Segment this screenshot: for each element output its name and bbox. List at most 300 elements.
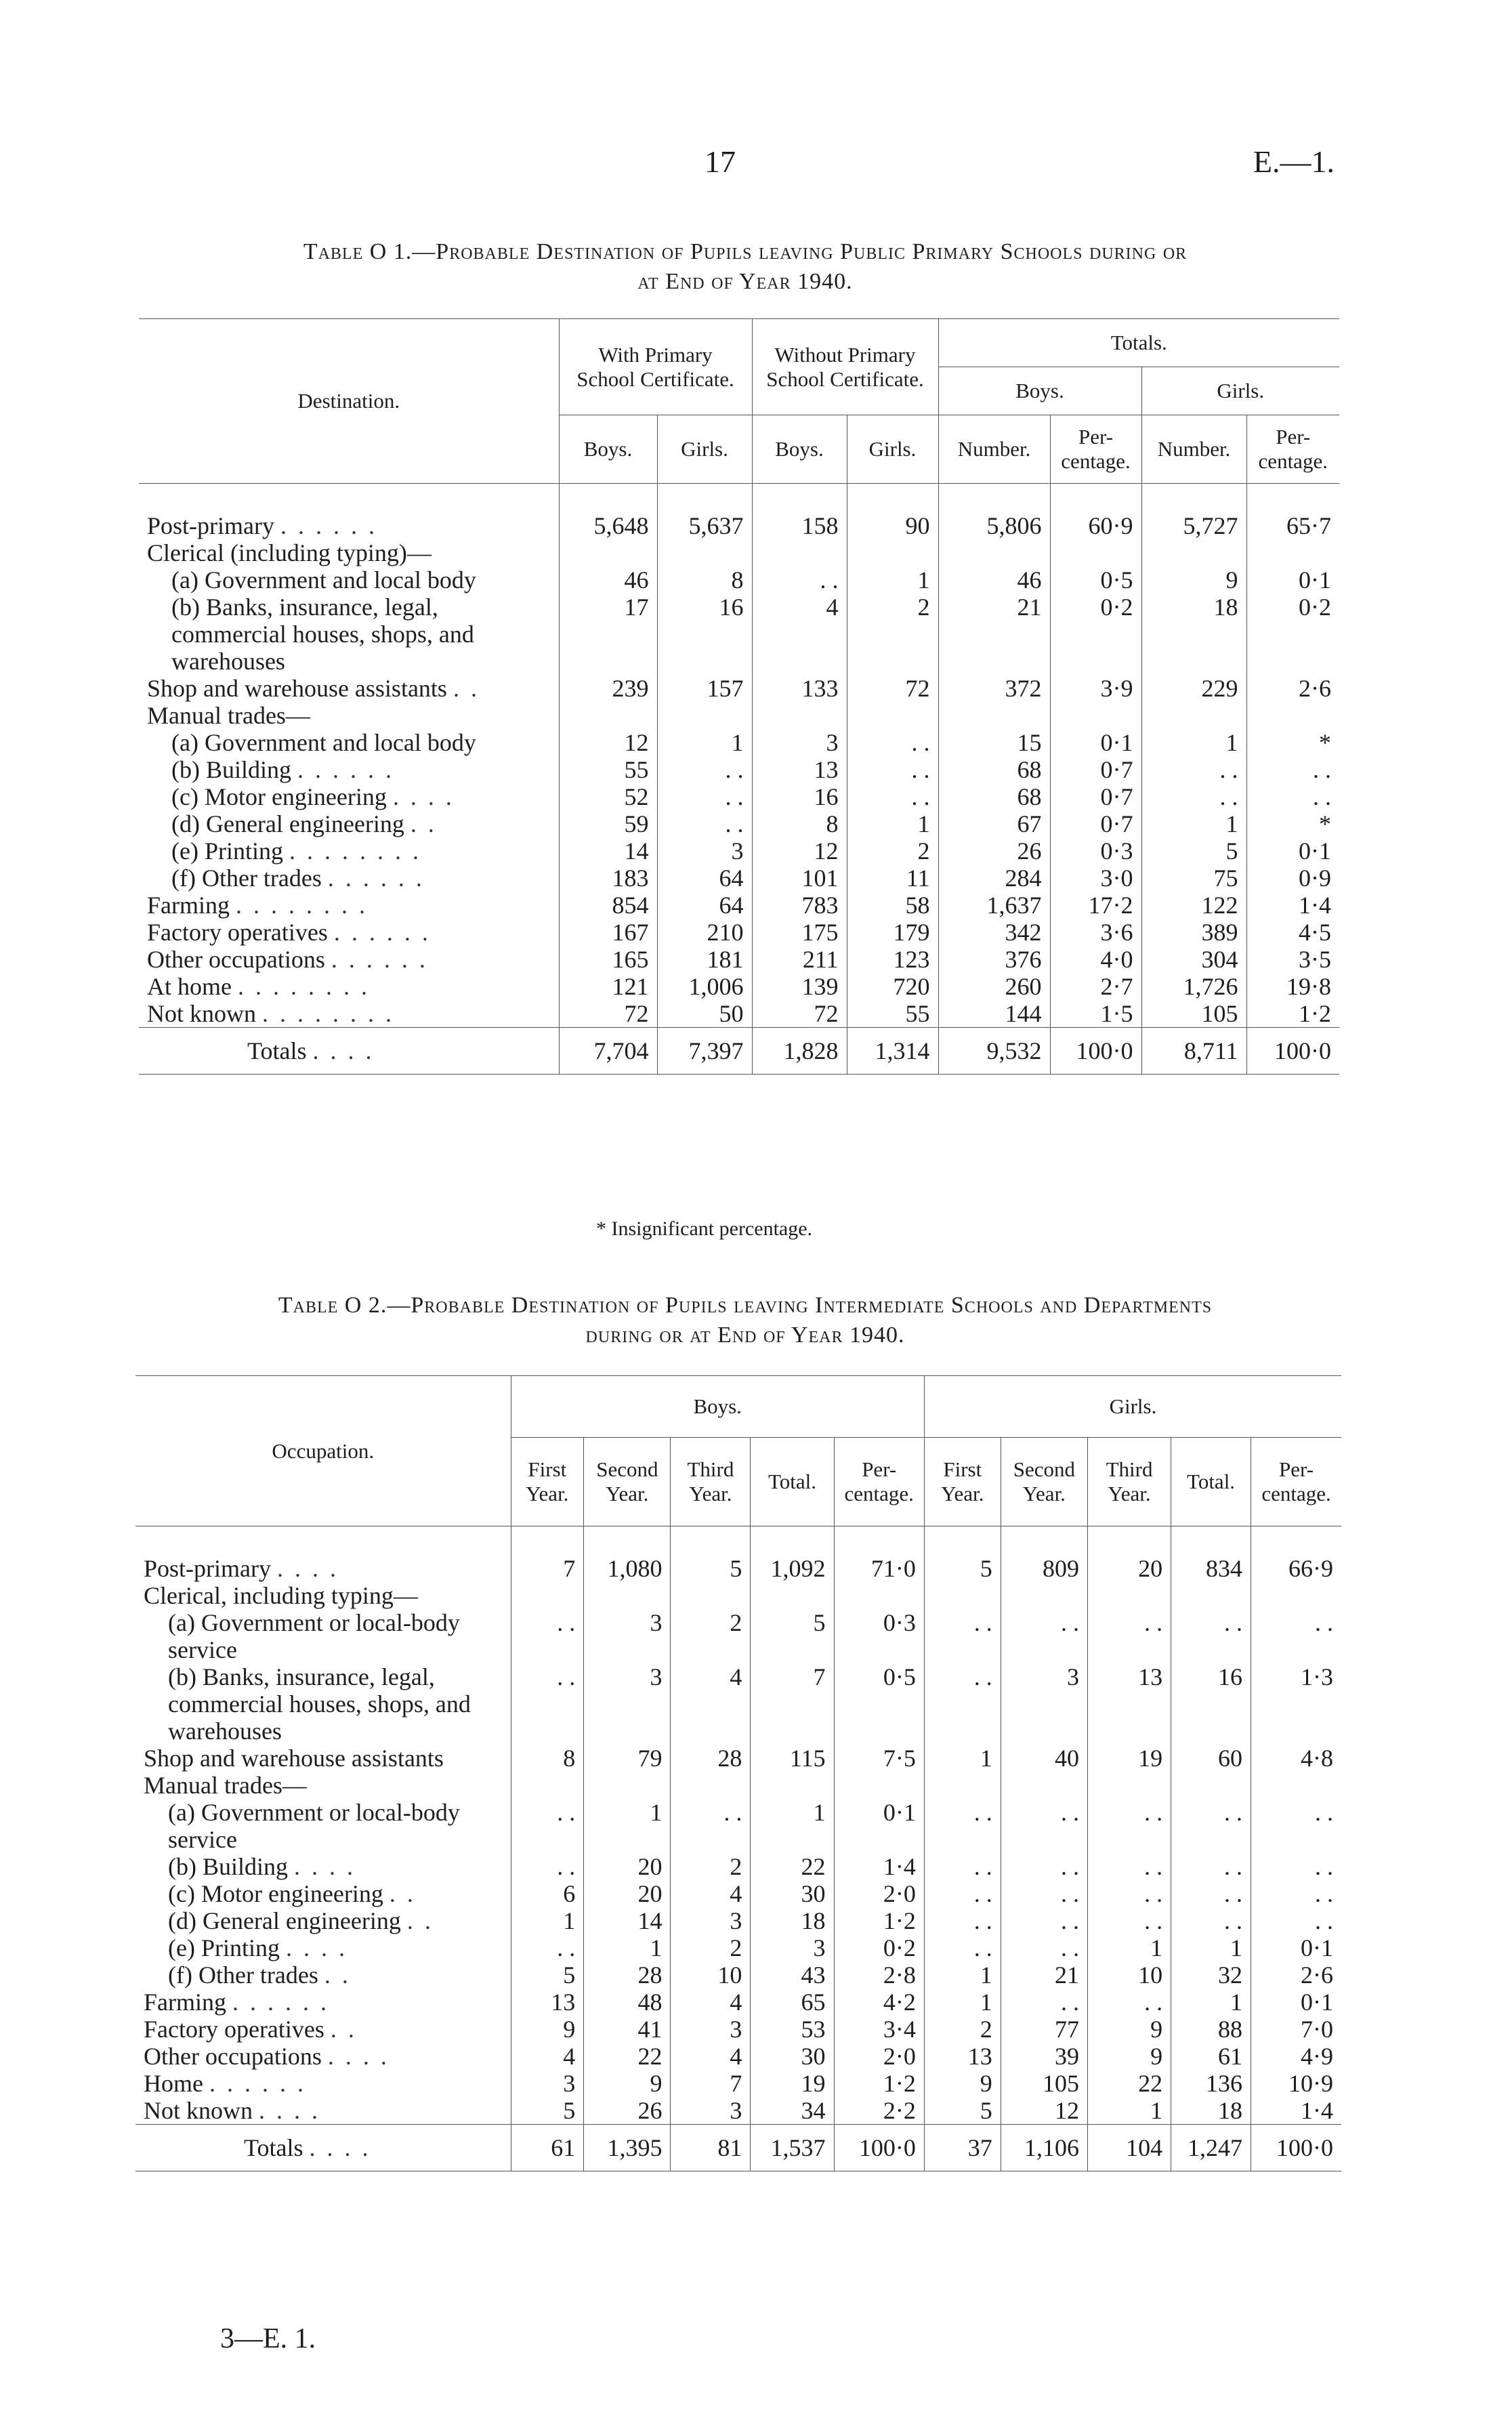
leader-dots: . . bbox=[324, 1961, 351, 1989]
cell-ob: 1,828 bbox=[752, 1028, 847, 1075]
row-label: Totals bbox=[247, 1037, 307, 1064]
row-label: Post-primary bbox=[144, 1555, 271, 1582]
cell-bp: 3·4 bbox=[834, 2016, 924, 2043]
cell-gn: 1,726 bbox=[1141, 973, 1246, 1000]
row-label: Other occupations bbox=[147, 946, 325, 973]
cell-gp bbox=[1251, 1582, 1341, 1609]
cell-g1: . . bbox=[924, 1609, 1001, 1663]
cell-gt: 16 bbox=[1171, 1663, 1251, 1745]
cell-wg: 157 bbox=[657, 675, 752, 702]
table-row bbox=[139, 702, 1339, 729]
row-label-cell bbox=[139, 594, 559, 675]
cell-g3: . . bbox=[1087, 1799, 1171, 1853]
cell-b1: 3 bbox=[511, 2070, 584, 2097]
table1-totals-boys-header: Boys. bbox=[938, 367, 1141, 415]
table2-occupation-header: Occupation. bbox=[135, 1376, 511, 1526]
table-row bbox=[135, 1989, 1341, 2016]
cell-bt: 30 bbox=[751, 1880, 834, 1907]
row-label-cell bbox=[135, 1799, 511, 1853]
cell-gn bbox=[1141, 702, 1246, 729]
row-label: Shop and warehouse assistants bbox=[144, 1745, 444, 1772]
leader-dots: . . bbox=[389, 1880, 416, 1907]
cell-bp: 0·5 bbox=[1050, 566, 1141, 594]
cell-g3: 9 bbox=[1087, 2043, 1171, 2070]
cell-bn: 15 bbox=[938, 729, 1050, 756]
leader-dots: . . . . bbox=[259, 2097, 320, 2124]
leader-dots: . . bbox=[453, 675, 480, 702]
cell-wb bbox=[559, 539, 657, 566]
leader-dots: . . . . bbox=[294, 1853, 356, 1880]
cell-wb: 183 bbox=[559, 865, 657, 892]
row-label: (a) Government and local body bbox=[171, 729, 476, 756]
cell-gp: . . bbox=[1251, 1853, 1341, 1880]
cell-ob: 12 bbox=[752, 837, 847, 865]
cell-b2: 1,080 bbox=[584, 1526, 671, 1583]
row-label: Clerical (including typing)— bbox=[147, 539, 432, 566]
table1-without-girls-header: Girls. bbox=[847, 415, 938, 484]
row-label: Home bbox=[144, 2070, 203, 2097]
row-label-cell bbox=[139, 1028, 559, 1075]
cell-bt: 30 bbox=[751, 2043, 834, 2070]
cell-wb: 121 bbox=[559, 973, 657, 1000]
table-row bbox=[139, 484, 1339, 540]
table-row bbox=[135, 1526, 1341, 1583]
cell-bp: 0·1 bbox=[834, 1799, 924, 1853]
cell-gp: 0·1 bbox=[1251, 1934, 1341, 1961]
row-label-cell bbox=[135, 1526, 511, 1583]
cell-gt: 60 bbox=[1171, 1745, 1251, 1772]
row-label: (a) Government or local-body service bbox=[168, 1799, 460, 1853]
cell-bp: 1·2 bbox=[834, 1907, 924, 1934]
cell-wg: 16 bbox=[657, 594, 752, 675]
cell-bn: 26 bbox=[938, 837, 1050, 865]
table1-with-girls-header: Girls. bbox=[657, 415, 752, 484]
cell-b3: . . bbox=[671, 1799, 751, 1853]
table2-boys-first-year-header: First Year. bbox=[511, 1438, 584, 1526]
cell-wg: 210 bbox=[657, 919, 752, 946]
cell-wg: 8 bbox=[657, 566, 752, 594]
cell-bt: 43 bbox=[751, 1961, 834, 1989]
table1-without-cert-header: Without Primary School Certificate. bbox=[752, 319, 938, 415]
cell-g1: 1 bbox=[924, 1989, 1001, 2016]
cell-wb: 46 bbox=[559, 566, 657, 594]
row-label: Not known bbox=[147, 1000, 256, 1027]
cell-g2: . . bbox=[1001, 1880, 1087, 1907]
leader-dots: . . bbox=[410, 810, 437, 837]
table-row bbox=[135, 1609, 1341, 1663]
cell-bp: 100·0 bbox=[834, 2125, 924, 2171]
cell-b2 bbox=[584, 1772, 671, 1799]
leader-dots: . . . . . . . . bbox=[289, 837, 421, 865]
row-label-cell bbox=[139, 783, 559, 810]
cell-wg: 1,006 bbox=[657, 973, 752, 1000]
cell-bn: 372 bbox=[938, 675, 1050, 702]
cell-b1: 5 bbox=[511, 1961, 584, 1989]
cell-bt: 1 bbox=[751, 1799, 834, 1853]
cell-wb: 52 bbox=[559, 783, 657, 810]
table2-girls-first-year-header: First Year. bbox=[924, 1438, 1001, 1526]
cell-bt: 1,537 bbox=[751, 2125, 834, 2171]
table1-destination-header: Destination. bbox=[139, 319, 559, 484]
cell-b1: . . bbox=[511, 1934, 584, 1961]
cell-bp: 0·7 bbox=[1050, 756, 1141, 783]
cell-gt: . . bbox=[1171, 1907, 1251, 1934]
cell-gt: 136 bbox=[1171, 2070, 1251, 2097]
cell-g1: 1 bbox=[924, 1961, 1001, 1989]
cell-wg: 64 bbox=[657, 892, 752, 919]
cell-g3: . . bbox=[1087, 1880, 1171, 1907]
row-label: Shop and warehouse assistants bbox=[147, 675, 447, 702]
table1-with-boys-header: Boys. bbox=[559, 415, 657, 484]
cell-b2: 9 bbox=[584, 2070, 671, 2097]
table2-girls-header: Girls. bbox=[924, 1376, 1341, 1438]
cell-gp: . . bbox=[1251, 1880, 1341, 1907]
table-row bbox=[135, 2043, 1341, 2070]
row-label: (e) Printing bbox=[168, 1934, 280, 1961]
table2 bbox=[135, 1375, 1341, 2171]
table2-girls-second-year-header: Second Year. bbox=[1001, 1438, 1087, 1526]
cell-bn: 68 bbox=[938, 756, 1050, 783]
cell-b1: 13 bbox=[511, 1989, 584, 2016]
table1-caption-line1: Table O 1.—Probable Destination of Pupils leaving Public Primary Schools during or bbox=[303, 239, 1188, 264]
cell-gp: . . bbox=[1251, 1799, 1341, 1853]
cell-g1: 9 bbox=[924, 2070, 1001, 2097]
cell-g3: 1 bbox=[1087, 2097, 1171, 2125]
cell-wb: 239 bbox=[559, 675, 657, 702]
cell-g2: 809 bbox=[1001, 1526, 1087, 1583]
cell-b1: 61 bbox=[511, 2125, 584, 2171]
cell-b1: . . bbox=[511, 1799, 584, 1853]
row-label: (f) Other trades bbox=[171, 865, 322, 892]
cell-b1: 8 bbox=[511, 1745, 584, 1772]
cell-bt: 7 bbox=[751, 1663, 834, 1745]
table-row bbox=[139, 675, 1339, 702]
cell-g2: 1,106 bbox=[1001, 2125, 1087, 2171]
cell-b1: . . bbox=[511, 1609, 584, 1663]
cell-g2: 40 bbox=[1001, 1745, 1087, 1772]
cell-gt: . . bbox=[1171, 1799, 1251, 1853]
leader-dots: . . . . . . bbox=[209, 2070, 306, 2097]
cell-gp: 2·6 bbox=[1246, 675, 1339, 702]
row-label-cell bbox=[139, 539, 559, 566]
cell-gn: 389 bbox=[1141, 919, 1246, 946]
cell-gn: 75 bbox=[1141, 865, 1246, 892]
table1-boys-percentage-header: Per-centage. bbox=[1050, 415, 1141, 484]
cell-b2: 79 bbox=[584, 1745, 671, 1772]
row-label-cell bbox=[135, 1772, 511, 1799]
cell-wb: 854 bbox=[559, 892, 657, 919]
cell-bt: 22 bbox=[751, 1853, 834, 1880]
cell-gn: 5 bbox=[1141, 837, 1246, 865]
row-label: (d) General engineering bbox=[168, 1907, 401, 1934]
cell-bp: 0·5 bbox=[834, 1663, 924, 1745]
cell-gp: 1·2 bbox=[1246, 1000, 1339, 1028]
row-label: Farming bbox=[147, 892, 230, 919]
cell-g3: . . bbox=[1087, 1853, 1171, 1880]
totals-row bbox=[139, 1028, 1339, 1075]
cell-bt: 34 bbox=[751, 2097, 834, 2125]
row-label-cell bbox=[135, 1663, 511, 1745]
cell-gp: 0·1 bbox=[1251, 1989, 1341, 2016]
row-label: Post-primary bbox=[147, 512, 274, 539]
cell-wb: 55 bbox=[559, 756, 657, 783]
row-label-cell bbox=[139, 756, 559, 783]
row-label: (b) Building bbox=[171, 756, 291, 783]
cell-bn: 46 bbox=[938, 566, 1050, 594]
cell-bn: 68 bbox=[938, 783, 1050, 810]
row-label-cell bbox=[135, 1880, 511, 1907]
cell-g3: 1 bbox=[1087, 1934, 1171, 1961]
cell-bt: 18 bbox=[751, 1907, 834, 1934]
cell-wg: 181 bbox=[657, 946, 752, 973]
cell-ob: 16 bbox=[752, 783, 847, 810]
cell-g1: . . bbox=[924, 1663, 1001, 1745]
cell-ob: 72 bbox=[752, 1000, 847, 1028]
cell-b3: 10 bbox=[671, 1961, 751, 1989]
row-label-cell bbox=[139, 566, 559, 594]
cell-b2: 20 bbox=[584, 1853, 671, 1880]
cell-ob: 101 bbox=[752, 865, 847, 892]
cell-bn: 67 bbox=[938, 810, 1050, 837]
cell-bp: 17·2 bbox=[1050, 892, 1141, 919]
cell-bp bbox=[1050, 702, 1141, 729]
cell-bp bbox=[1050, 539, 1141, 566]
row-label: Manual trades— bbox=[144, 1772, 307, 1799]
row-label-cell bbox=[139, 892, 559, 919]
cell-g1: . . bbox=[924, 1934, 1001, 1961]
row-label-cell bbox=[135, 2097, 511, 2125]
cell-bt: 19 bbox=[751, 2070, 834, 2097]
cell-bp: 1·2 bbox=[834, 2070, 924, 2097]
cell-wb: 17 bbox=[559, 594, 657, 675]
cell-g1: . . bbox=[924, 1880, 1001, 1907]
cell-gt: 1 bbox=[1171, 1934, 1251, 1961]
cell-wg: 5,637 bbox=[657, 484, 752, 540]
row-label: Factory operatives bbox=[144, 2016, 324, 2043]
cell-gp: * bbox=[1246, 810, 1339, 837]
cell-ob: 783 bbox=[752, 892, 847, 919]
cell-bp: 3·9 bbox=[1050, 675, 1141, 702]
cell-gp: 1·4 bbox=[1246, 892, 1339, 919]
table-row bbox=[139, 1000, 1339, 1028]
leader-dots: . . . . bbox=[285, 1934, 348, 1961]
cell-g2: 21 bbox=[1001, 1961, 1087, 1989]
cell-gt: 88 bbox=[1171, 2016, 1251, 2043]
cell-ob: 4 bbox=[752, 594, 847, 675]
table-row bbox=[139, 919, 1339, 946]
cell-gp: 10·9 bbox=[1251, 2070, 1341, 2097]
cell-g1: 13 bbox=[924, 2043, 1001, 2070]
table-row bbox=[139, 865, 1339, 892]
cell-wg: 50 bbox=[657, 1000, 752, 1028]
cell-g3: . . bbox=[1087, 1907, 1171, 1934]
cell-g3: 9 bbox=[1087, 2016, 1171, 2043]
cell-b3: 2 bbox=[671, 1934, 751, 1961]
table2-body bbox=[135, 1526, 1341, 2171]
row-label: Other occupations bbox=[144, 2043, 322, 2070]
table2-boys-second-year-header: Second Year. bbox=[584, 1438, 671, 1526]
table-row bbox=[139, 783, 1339, 810]
cell-b1 bbox=[511, 1772, 584, 1799]
cell-gn: 9 bbox=[1141, 566, 1246, 594]
leader-dots: . . . . . . bbox=[297, 756, 394, 783]
cell-b3: 4 bbox=[671, 1880, 751, 1907]
table2-caption-line1: Table O 2.—Probable Destination of Pupils leaving Intermediate Schools and Departments bbox=[278, 1293, 1213, 1318]
row-label: Not known bbox=[144, 2097, 253, 2124]
cell-g1: 2 bbox=[924, 2016, 1001, 2043]
cell-b1: 6 bbox=[511, 1880, 584, 1907]
cell-b2: 48 bbox=[584, 1989, 671, 2016]
row-label: Farming bbox=[144, 1989, 226, 2016]
cell-gp: 65·7 bbox=[1246, 484, 1339, 540]
leader-dots: . . . . . . bbox=[333, 919, 431, 946]
page-number: 17 bbox=[705, 144, 736, 179]
totals-row bbox=[135, 2125, 1341, 2171]
table-row bbox=[139, 810, 1339, 837]
cell-b1: 7 bbox=[511, 1526, 584, 1583]
cell-bp: 1·4 bbox=[834, 1853, 924, 1880]
cell-b3: 3 bbox=[671, 2016, 751, 2043]
row-label: (a) Government and local body bbox=[171, 566, 476, 594]
cell-b3: 81 bbox=[671, 2125, 751, 2171]
cell-og bbox=[847, 539, 938, 566]
cell-b1: . . bbox=[511, 1663, 584, 1745]
leader-dots: . . . . . . bbox=[280, 512, 377, 539]
table1-totals-header: Totals. bbox=[938, 319, 1339, 367]
table-row bbox=[135, 1799, 1341, 1853]
cell-og: 1 bbox=[847, 566, 938, 594]
cell-ob: 211 bbox=[752, 946, 847, 973]
cell-bt: 5 bbox=[751, 1609, 834, 1663]
cell-g3: 22 bbox=[1087, 2070, 1171, 2097]
cell-ob: 133 bbox=[752, 675, 847, 702]
row-label: (d) General engineering bbox=[171, 810, 404, 837]
cell-gp: 4·5 bbox=[1246, 919, 1339, 946]
cell-g1: 37 bbox=[924, 2125, 1001, 2171]
cell-bn: 260 bbox=[938, 973, 1050, 1000]
table2-girls-total-header: Total. bbox=[1171, 1438, 1251, 1526]
cell-bp bbox=[834, 1582, 924, 1609]
cell-wg: . . bbox=[657, 756, 752, 783]
row-label-cell bbox=[135, 1745, 511, 1772]
cell-gp: 0·2 bbox=[1246, 594, 1339, 675]
row-label-cell bbox=[139, 919, 559, 946]
cell-g2: 39 bbox=[1001, 2043, 1087, 2070]
table-row bbox=[139, 566, 1339, 594]
cell-gn: 5,727 bbox=[1141, 484, 1246, 540]
table1-with-cert-header: With Primary School Certificate. bbox=[559, 319, 752, 415]
cell-gp: 2·6 bbox=[1251, 1961, 1341, 1989]
cell-gn: 1 bbox=[1141, 729, 1246, 756]
table1-caption bbox=[135, 237, 1355, 297]
table2-caption bbox=[135, 1291, 1355, 1350]
row-label: (c) Motor engineering bbox=[171, 783, 387, 810]
cell-b3: 4 bbox=[671, 1663, 751, 1745]
cell-g1: . . bbox=[924, 1853, 1001, 1880]
table2-boys-third-year-header: Third Year. bbox=[671, 1438, 751, 1526]
cell-bp: 100·0 bbox=[1050, 1028, 1141, 1075]
cell-bt: 53 bbox=[751, 2016, 834, 2043]
cell-ob: 139 bbox=[752, 973, 847, 1000]
row-label-cell bbox=[135, 2125, 511, 2171]
cell-g2 bbox=[1001, 1772, 1087, 1799]
cell-b2: 1 bbox=[584, 1934, 671, 1961]
cell-b3: 3 bbox=[671, 1907, 751, 1934]
cell-gt: 61 bbox=[1171, 2043, 1251, 2070]
leader-dots: . . . . bbox=[309, 2134, 371, 2161]
cell-gt: 18 bbox=[1171, 2097, 1251, 2125]
table-row bbox=[139, 594, 1339, 675]
cell-bn: 342 bbox=[938, 919, 1050, 946]
cell-gn: 122 bbox=[1141, 892, 1246, 919]
table-row bbox=[139, 539, 1339, 566]
table2-boys-header: Boys. bbox=[511, 1376, 924, 1438]
cell-gp bbox=[1246, 702, 1339, 729]
cell-wg bbox=[657, 702, 752, 729]
table1-boys-number-header: Number. bbox=[938, 415, 1050, 484]
cell-gt: 834 bbox=[1171, 1526, 1251, 1583]
cell-bn: 9,532 bbox=[938, 1028, 1050, 1075]
table-row bbox=[135, 1663, 1341, 1745]
cell-g2: . . bbox=[1001, 1853, 1087, 1880]
cell-og: 58 bbox=[847, 892, 938, 919]
leader-dots: . . bbox=[406, 1907, 434, 1934]
cell-bp: 60·9 bbox=[1050, 484, 1141, 540]
table1-totals-girls-header: Girls. bbox=[1141, 367, 1339, 415]
row-label-cell bbox=[135, 1961, 511, 1989]
table1-body bbox=[139, 484, 1339, 1075]
cell-gp: 0·1 bbox=[1246, 566, 1339, 594]
cell-g2: . . bbox=[1001, 1907, 1087, 1934]
cell-bp: 4·0 bbox=[1050, 946, 1141, 973]
cell-ob: 8 bbox=[752, 810, 847, 837]
cell-bn: 1,637 bbox=[938, 892, 1050, 919]
cell-g2 bbox=[1001, 1582, 1087, 1609]
cell-gp: 19·8 bbox=[1246, 973, 1339, 1000]
row-label-cell bbox=[135, 2043, 511, 2070]
cell-wb bbox=[559, 702, 657, 729]
table1-girls-number-header: Number. bbox=[1141, 415, 1246, 484]
cell-wb: 165 bbox=[559, 946, 657, 973]
row-label-cell bbox=[135, 1609, 511, 1663]
cell-gt: . . bbox=[1171, 1880, 1251, 1907]
table1-girls-percentage-header: Per-centage. bbox=[1246, 415, 1339, 484]
table-row bbox=[135, 2097, 1341, 2125]
cell-gp: 1·4 bbox=[1251, 2097, 1341, 2125]
cell-bp: 0·7 bbox=[1050, 810, 1141, 837]
row-label-cell bbox=[135, 1853, 511, 1880]
leader-dots: . . . . bbox=[276, 1555, 339, 1582]
cell-wb: 14 bbox=[559, 837, 657, 865]
cell-g3: 20 bbox=[1087, 1526, 1171, 1583]
cell-bt bbox=[751, 1772, 834, 1799]
cell-ob bbox=[752, 702, 847, 729]
row-label-cell bbox=[135, 1989, 511, 2016]
cell-bt bbox=[751, 1582, 834, 1609]
table-row bbox=[139, 973, 1339, 1000]
cell-g1: . . bbox=[924, 1907, 1001, 1934]
cell-g2: 12 bbox=[1001, 2097, 1087, 2125]
cell-wg: . . bbox=[657, 783, 752, 810]
cell-bp: 0·2 bbox=[1050, 594, 1141, 675]
cell-bp: 4·2 bbox=[834, 1989, 924, 2016]
row-label-cell bbox=[139, 484, 559, 540]
cell-b1: 4 bbox=[511, 2043, 584, 2070]
cell-ob: . . bbox=[752, 566, 847, 594]
row-label: (a) Government or local-body service bbox=[168, 1609, 460, 1663]
cell-b3: 2 bbox=[671, 1609, 751, 1663]
cell-b3: 2 bbox=[671, 1853, 751, 1880]
